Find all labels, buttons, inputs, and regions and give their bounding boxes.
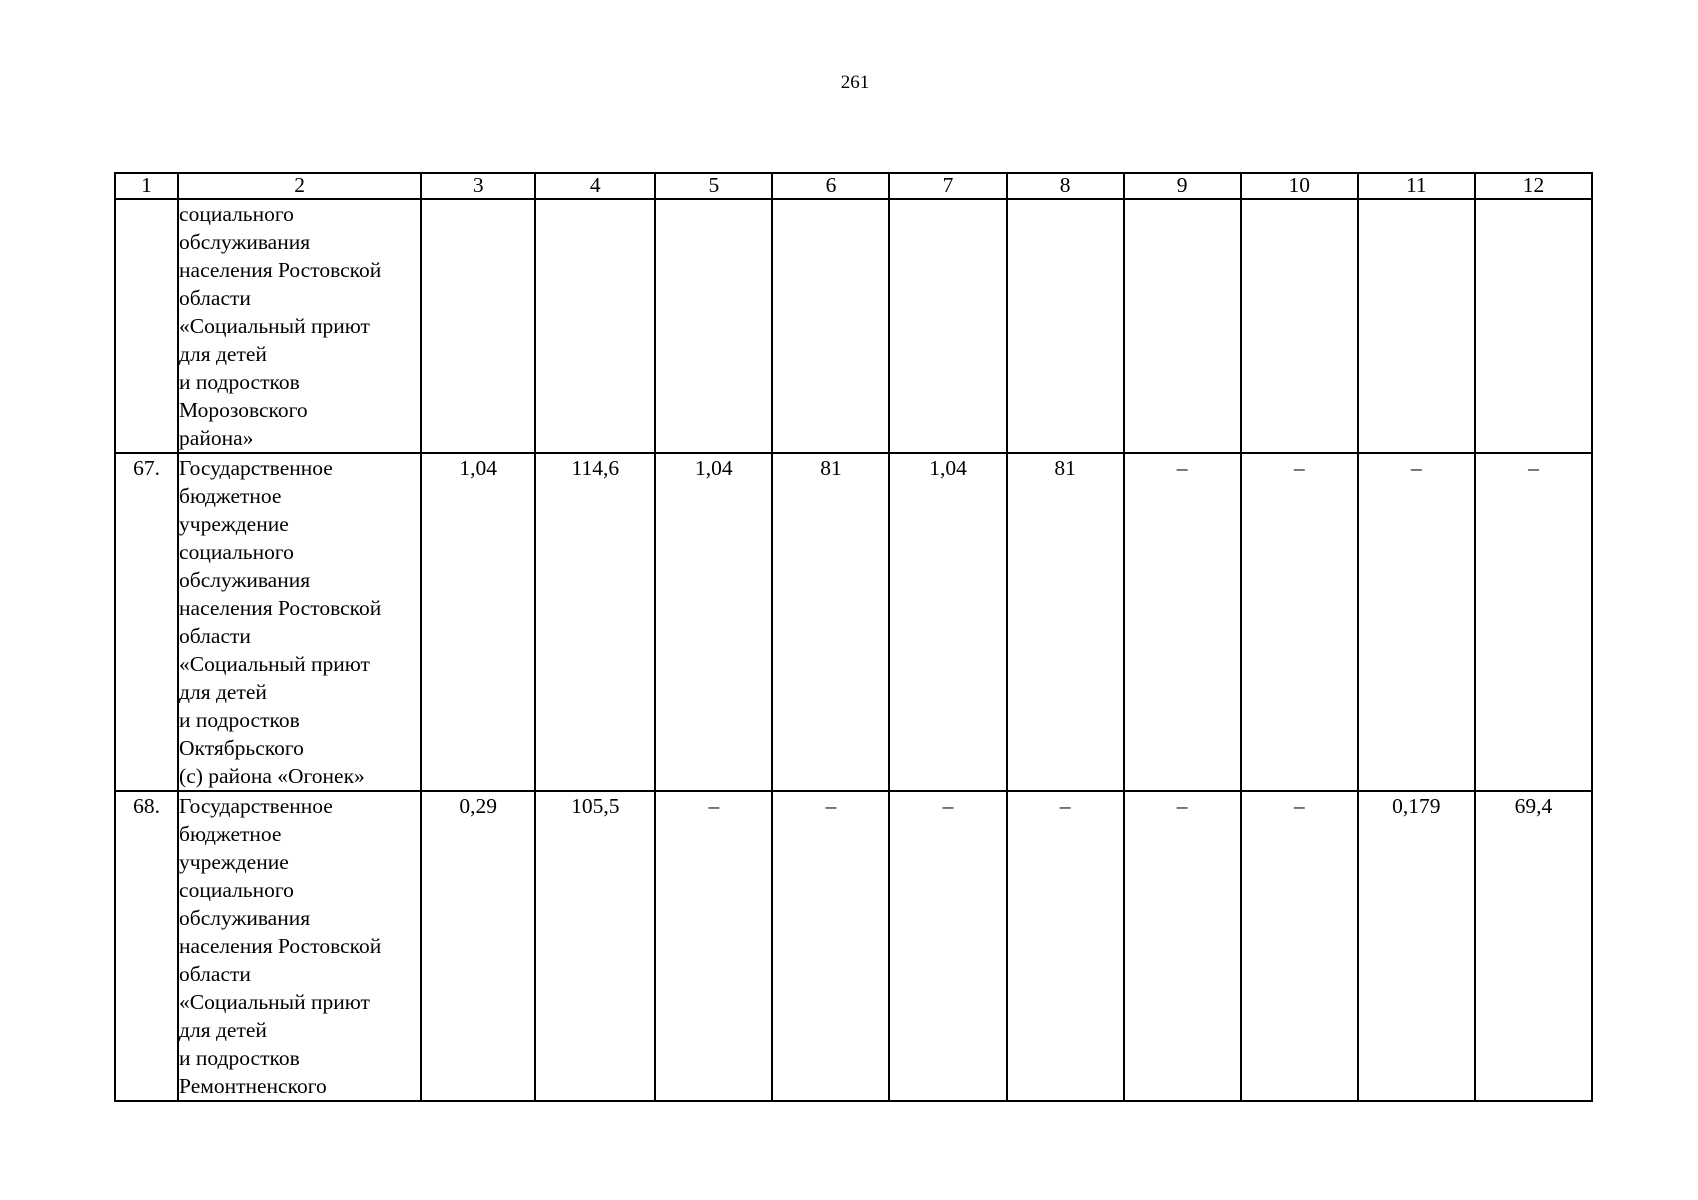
table-cell: –	[772, 791, 889, 1101]
table-cell: –	[1241, 453, 1358, 791]
column-number-header-row	[115, 173, 1592, 199]
institution-name	[178, 453, 421, 791]
table-row	[115, 199, 1592, 453]
name-line: области	[179, 962, 251, 986]
column-header: 11	[1358, 173, 1475, 199]
table-cell: –	[1358, 453, 1475, 791]
name-line: «Социальный приют	[179, 990, 370, 1014]
name-line: Государственное	[179, 794, 333, 818]
table-cell	[772, 199, 889, 453]
name-line: и подростков	[179, 370, 300, 394]
table-cell: –	[1124, 791, 1241, 1101]
name-line: Ремонтненского	[179, 1074, 327, 1098]
table-row	[115, 453, 1592, 791]
name-line: Октябрьского	[179, 736, 304, 760]
table-cell	[1124, 199, 1241, 453]
table-cell: –	[1475, 453, 1592, 791]
table-cell: –	[1241, 791, 1358, 1101]
table-cell	[535, 199, 655, 453]
name-line: населения Ростовской	[179, 596, 382, 620]
column-header: 1	[115, 173, 178, 199]
name-line: района»	[179, 426, 254, 450]
name-line: «Социальный приют	[179, 652, 370, 676]
table-cell: 1,04	[655, 453, 772, 791]
column-header: 9	[1124, 173, 1241, 199]
institution-name	[178, 791, 421, 1101]
table-cell: –	[1007, 791, 1124, 1101]
table-cell: 1,04	[889, 453, 1006, 791]
name-line: бюджетное	[179, 484, 282, 508]
name-line: социального	[179, 202, 294, 226]
table-cell: 81	[772, 453, 889, 791]
name-line: для детей	[179, 1018, 267, 1042]
table-row	[115, 791, 1592, 1101]
name-line: «Социальный приют	[179, 314, 370, 338]
table-cell: 0,29	[421, 791, 535, 1101]
page-number: 261	[840, 72, 870, 93]
name-line: населения Ростовской	[179, 258, 382, 282]
column-header: 8	[1007, 173, 1124, 199]
table-cell: 69,4	[1475, 791, 1592, 1101]
name-line: для детей	[179, 680, 267, 704]
table-cell	[1007, 199, 1124, 453]
name-line: Государственное	[179, 456, 333, 480]
table-cell: 81	[1007, 453, 1124, 791]
name-line: обслуживания	[179, 568, 311, 592]
name-line: для детей	[179, 342, 267, 366]
name-line: (с) района «Огонек»	[179, 764, 365, 788]
name-line: учреждение	[179, 512, 289, 536]
name-line: социального	[179, 540, 294, 564]
column-header: 10	[1241, 173, 1358, 199]
row-number	[115, 199, 178, 453]
row-number: 67.	[115, 453, 178, 791]
column-header: 3	[421, 173, 535, 199]
table-cell	[1241, 199, 1358, 453]
table-cell: –	[1124, 453, 1241, 791]
column-header: 5	[655, 173, 772, 199]
name-line: области	[179, 624, 251, 648]
table-cell	[889, 199, 1006, 453]
name-line: населения Ростовской	[179, 934, 382, 958]
name-line: бюджетное	[179, 822, 282, 846]
column-header: 2	[178, 173, 421, 199]
column-header: 7	[889, 173, 1006, 199]
column-header: 12	[1475, 173, 1592, 199]
table-cell: 1,04	[421, 453, 535, 791]
table-cell: –	[655, 791, 772, 1101]
column-header: 6	[772, 173, 889, 199]
name-line: социального	[179, 878, 294, 902]
name-line: и подростков	[179, 1046, 300, 1070]
table-cell	[421, 199, 535, 453]
table-cell	[655, 199, 772, 453]
table-cell: 105,5	[535, 791, 655, 1101]
name-line: учреждение	[179, 850, 289, 874]
name-line: и подростков	[179, 708, 300, 732]
row-number: 68.	[115, 791, 178, 1101]
table-cell: –	[889, 791, 1006, 1101]
table-cell	[1475, 199, 1592, 453]
column-header: 4	[535, 173, 655, 199]
name-line: обслуживания	[179, 230, 311, 254]
name-line: области	[179, 286, 251, 310]
data-table	[114, 172, 1593, 1102]
table-cell: 0,179	[1358, 791, 1475, 1101]
institution-name	[178, 199, 421, 453]
table-cell	[1358, 199, 1475, 453]
name-line: обслуживания	[179, 906, 311, 930]
table-cell: 114,6	[535, 453, 655, 791]
name-line: Морозовского	[179, 398, 308, 422]
